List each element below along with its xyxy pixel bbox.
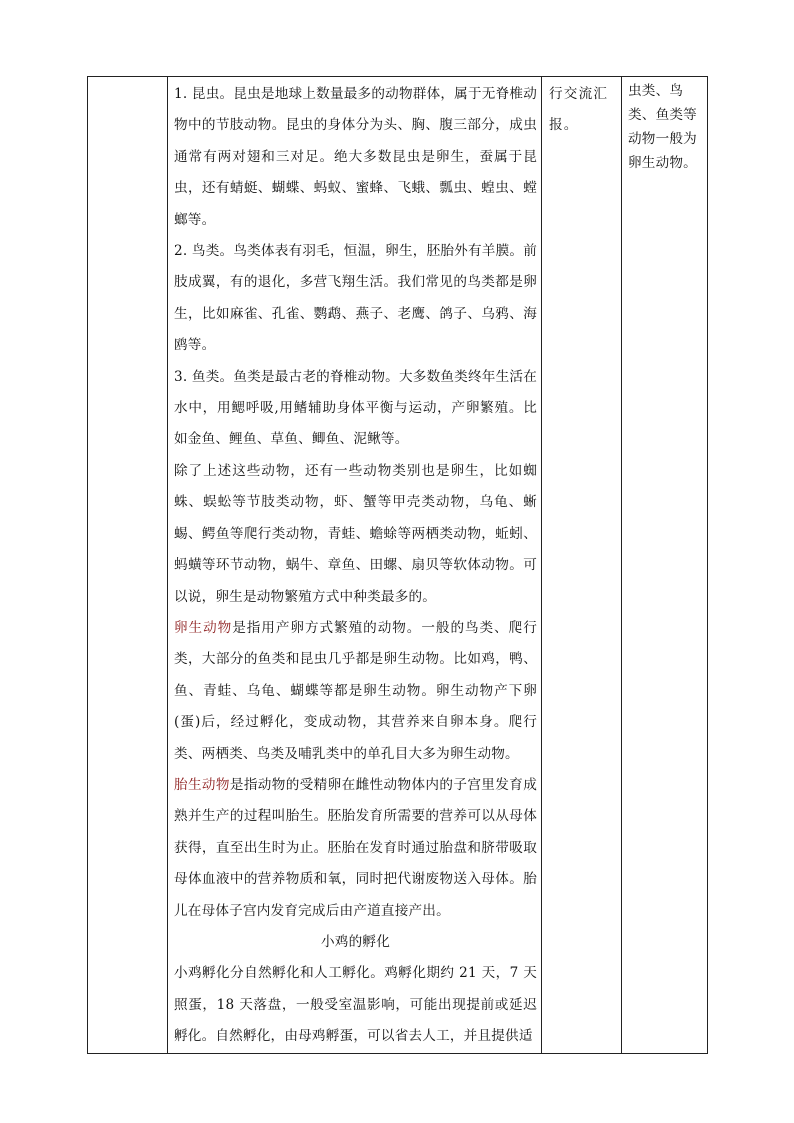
table-cell-main [168, 77, 542, 1054]
paragraph-insects: 1. 昆虫。昆虫是地球上数量最多的动物群体，属于无脊椎动物中的节肢动物。昆虫的身体分为头、胸、腹三部分，成虫通常有两对翅和三对足。绝大多数昆虫是卵生，蚕属于昆虫，还有蜻蜓、蝴蝶、蚂蚁、蜜蜂、飞蛾、瓢虫、蝗虫、螳螂等。 [174, 86, 537, 228]
table-row [88, 77, 708, 1054]
paragraph-fish: 3. 鱼类。鱼类是最古老的脊椎动物。大多数鱼类终年生活在水中，用鳃呼吸,用鳍辅助身体平衡与运动，产卵繁殖。比如金鱼、鲤鱼、草鱼、鲫鱼、泥鳅等。 [174, 368, 537, 448]
paragraph-oviparous-definition [174, 613, 537, 770]
paragraph-other-oviparous: 除了上述这些动物，还有一些动物类别也是卵生，比如蜘蛛、蜈蚣等节肢类动物，虾、蟹等甲壳类动物，乌龟、蜥蜴、鳄鱼等爬行类动物，青蛙、蟾蜍等两栖类动物，蚯蚓、蚂蟥等环节动物，蜗牛、章鱼、田螺、扇贝等软体动物。可以说，卵生是动物繁殖方式中种类最多的。 [174, 462, 537, 605]
table-cell-summary [622, 77, 708, 1054]
table-cell-activity [542, 77, 622, 1054]
lesson-table [87, 76, 708, 1054]
table-cell-empty [88, 77, 168, 1054]
paragraph-birds: 2. 鸟类。鸟类体表有羽毛，恒温，卵生，胚胎外有羊膜。前肢成翼，有的退化，多营飞翔生活。我们常见的鸟类都是卵生，比如麻雀、孔雀、鹦鹉、燕子、老鹰、鸽子、乌鸦、海鸥等。 [174, 243, 537, 354]
paragraph-hatching: 小鸡孵化分自然孵化和人工孵化。鸡孵化期约 21 天，7 天照蛋，18 天落盘，一般受室温影响，可能出现提前或延迟孵化。自然孵化，由母鸡孵蛋，可以省去人工，并且提供适 [174, 965, 537, 1045]
term-viviparous: 胎生动物 [174, 776, 230, 793]
activity-text: 行交流汇报。 [549, 86, 609, 134]
oviparous-text: 是指用产卵方式繁殖的动物。一般的鸟类、爬行类，大部分的鱼类和昆虫几乎都是卵生动物。比如鸡，鸭、鱼、青蛙、乌龟、蝴蝶等都是卵生动物。卵生动物产下卵(蛋)后，经过孵化，变成动物，其营养来自卵本身。爬行类、两栖类、鸟类及哺乳类中的单孔目大多为卵生动物。 [174, 619, 537, 762]
term-oviparous: 卵生动物 [174, 619, 233, 636]
paragraph-viviparous-definition [174, 770, 537, 927]
summary-text: 虫类、鸟类、鱼类等动物一般为卵生动物。 [628, 83, 697, 171]
section-title: 小鸡的孵化 [321, 933, 390, 950]
viviparous-text: 是指动物的受精卵在雌性动物体内的子宫里发育成熟并生产的过程叫胎生。胚胎发育所需要的营养可以从母体获得，直至出生时为止。胚胎在发育时通过胎盘和脐带吸取母体血液中的营养物质和氧，同时把代谢废物送入母体。胎儿在母体子宫内发育完成后由产道直接产出。 [174, 776, 537, 919]
